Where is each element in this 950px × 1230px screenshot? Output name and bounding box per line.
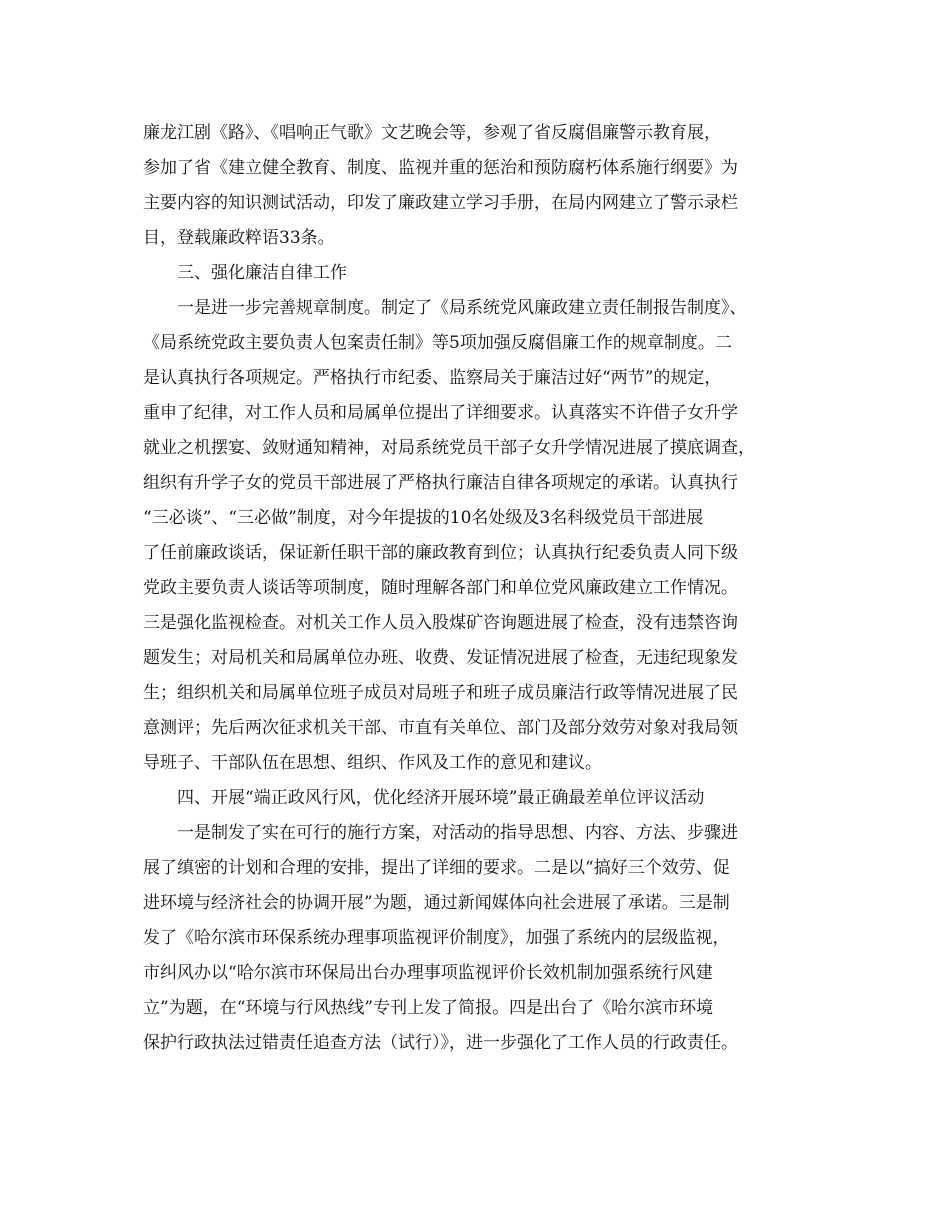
text-line: 《局系统党政主要负责人包案责任制》等5项加强反腐倡廉工作的规章制度。二 [143, 333, 732, 353]
document-body [143, 116, 843, 1061]
text-line: 参加了省《建立健全教育、制度、监视并重的惩治和预防腐朽体系施行纲要》为 [143, 158, 738, 178]
text-line: 展了缜密的计划和合理的安排，提出了详细的要求。二是以“搞好三个效劳、促 [143, 858, 730, 878]
text-line: 题发生；对局机关和局属单位办班、收费、发证情况进展了检查，无违纪现象发 [143, 648, 738, 668]
section-heading: 三、强化廉洁自律工作 [177, 263, 347, 283]
text-line: 一是进一步完善规章制度。制定了《局系统党风廉政建立责任制报告制度》、 [177, 298, 747, 318]
text-line: 就业之机摆宴、敛财通知精神，对局系统党员干部子女升学情况进展了摸底调查， [143, 438, 755, 458]
text-line: 目，登载廉政粹语33条。 [143, 228, 335, 248]
text-line: 组织有升学子女的党员干部进展了严格执行廉洁自律各项规定的承诺。认真执行 [143, 473, 738, 493]
text-line: 保护行政执法过错责任追查方法（试行）》，进一步强化了工作人员的行政责任。 [143, 1033, 738, 1053]
text-line: 生；组织机关和局属单位班子成员对局班子和班子成员廉洁行政等情况进展了民 [143, 683, 738, 703]
text-line: 导班子、干部队伍在思想、组织、作风及工作的意见和建议。 [143, 753, 602, 773]
text-line: 了任前廉政谈话，保证新任职干部的廉政教育到位；认真执行纪委负责人同下级 [143, 543, 738, 563]
text-line: 市纠风办以“哈尔滨市环保局出台办理事项监视评价长效机制加强系统行风建 [143, 963, 713, 983]
text-line: 廉龙江剧《路》、《唱响正气歌》文艺晚会等，参观了省反腐倡廉警示教育展， [143, 123, 721, 143]
text-line: 是认真执行各项规定。严格执行市纪委、监察局关于廉洁过好“两节”的规定， [143, 368, 722, 388]
text-line: “三必谈”、“三必做”制度，对今年提拔的10名处级及3名科级党员干部进展 [143, 508, 704, 528]
text-line: 立”为题，在“环境与行风热线”专刊上发了简报。四是出台了《哈尔滨市环境 [143, 998, 714, 1018]
text-line: 主要内容的知识测试活动，印发了廉政建立学习手册，在局内网建立了警示录栏 [143, 193, 738, 213]
text-line: 三是强化监视检查。对机关工作人员入股煤矿咨询题进展了检查，没有违禁咨询 [143, 613, 738, 633]
text-line: 发了《哈尔滨市环保系统办理事项监视评价制度》，加强了系统内的层级监视， [143, 928, 730, 948]
section-heading: 四、开展“端正政风行风，优化经济开展环境”最正确最差单位评议活动 [177, 788, 705, 808]
text-line: 意测评；先后两次征求机关干部、市直有关单位、部门及部分效劳对象对我局领 [143, 718, 738, 738]
text-line: 重申了纪律，对工作人员和局属单位提出了详细要求。认真落实不许借子女升学 [143, 403, 738, 423]
text-line: 党政主要负责人谈话等项制度，随时理解各部门和单位党风廉政建立工作情况。 [143, 578, 738, 598]
text-line: 进环境与经济社会的协调开展”为题，通过新闻媒体向社会进展了承诺。三是制 [143, 893, 730, 913]
text-line: 一是制发了实在可行的施行方案，对活动的指导思想、内容、方法、步骤进 [177, 823, 738, 843]
